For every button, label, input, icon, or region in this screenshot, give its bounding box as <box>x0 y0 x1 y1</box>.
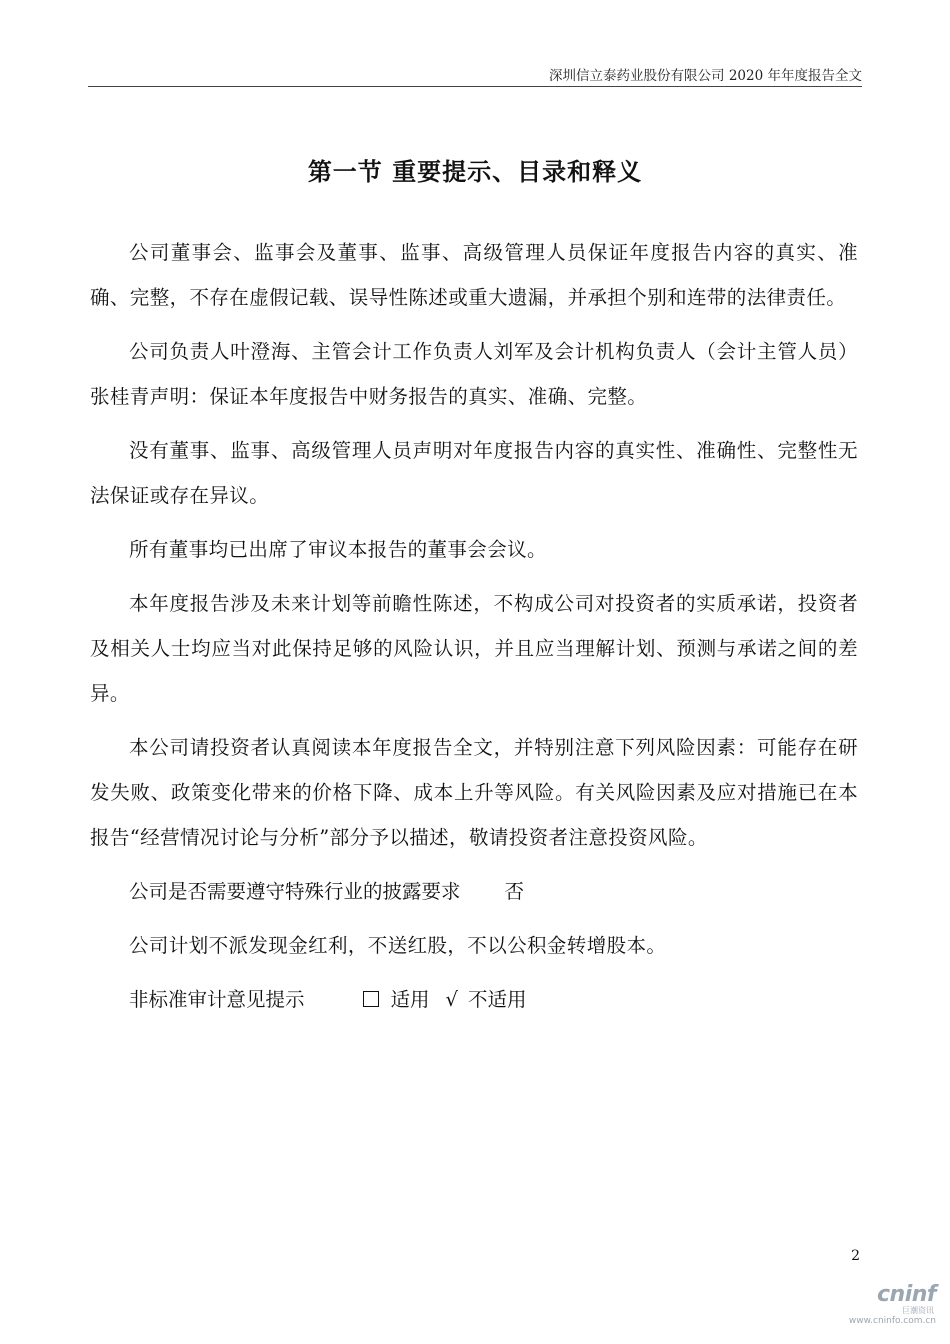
paragraph-responsible-persons: 公司负责人叶澄海、主管会计工作负责人刘军及会计机构负责人（会计主管人员）张桂青声明：保证本年度报告中财务报告的真实、准确、完整。 <box>90 340 858 408</box>
cninfo-url: www.cninfo.com.cn <box>848 1316 936 1326</box>
cninfo-watermark-logo <box>849 1284 936 1327</box>
paragraph-no-objection: 没有董事、监事、高级管理人员声明对年度报告内容的真实性、准确性、完整性无法保证或存在异议。 <box>90 439 858 507</box>
cninfo-subtitle: 巨潮资讯 <box>902 1306 934 1315</box>
section-title: 第一节 重要提示、目录和释义 <box>307 157 643 186</box>
running-header: 深圳信立泰药业股份有限公司 2020 年年度报告全文 <box>549 68 862 84</box>
option-applicable: 适用 <box>390 988 430 1011</box>
paragraph-attendance: 所有董事均已出席了审议本报告的董事会会议。 <box>129 538 547 561</box>
audit-label: 非标准审计意见提示 <box>129 988 305 1011</box>
audit-opinion-row <box>90 977 858 1022</box>
page-number: 2 <box>851 1248 860 1264</box>
disclosure-label: 公司是否需要遵守特殊行业的披露要求 <box>129 880 461 903</box>
paragraph-risk-factors: 本公司请投资者认真阅读本年度报告全文，并特别注意下列风险因素：可能存在研发失败、政策变化带来的价格下降、成本上升等风险。有关风险因素及应对措施已在本报告“经营情况讨论与分析”部分予以描述，敬请投资者注意投资风险。 <box>90 736 858 849</box>
paragraph-dividend: 公司计划不派发现金红利，不送红股，不以公积金转增股本。 <box>129 934 667 957</box>
paragraph-board-guarantee: 公司董事会、监事会及董事、监事、高级管理人员保证年度报告内容的真实、准确、完整，不存在虚假记载、误导性陈述或重大遗漏，并承担个别和连带的法律责任。 <box>90 241 858 309</box>
option-not-applicable: 不适用 <box>467 988 527 1011</box>
disclosure-row <box>90 869 858 914</box>
empty-checkbox-icon <box>363 991 379 1007</box>
document-body <box>90 230 858 1031</box>
paragraph-forward-looking: 本年度报告涉及未来计划等前瞻性陈述，不构成公司对投资者的实质承诺，投资者及相关人士均应当对此保持足够的风险认识，并且应当理解计划、预测与承诺之间的差异。 <box>90 592 858 705</box>
check-mark-icon: √ <box>445 988 458 1011</box>
cninfo-brand-mark: cninf <box>877 1282 936 1307</box>
header-rule <box>88 86 862 87</box>
disclosure-value: 否 <box>504 880 525 903</box>
